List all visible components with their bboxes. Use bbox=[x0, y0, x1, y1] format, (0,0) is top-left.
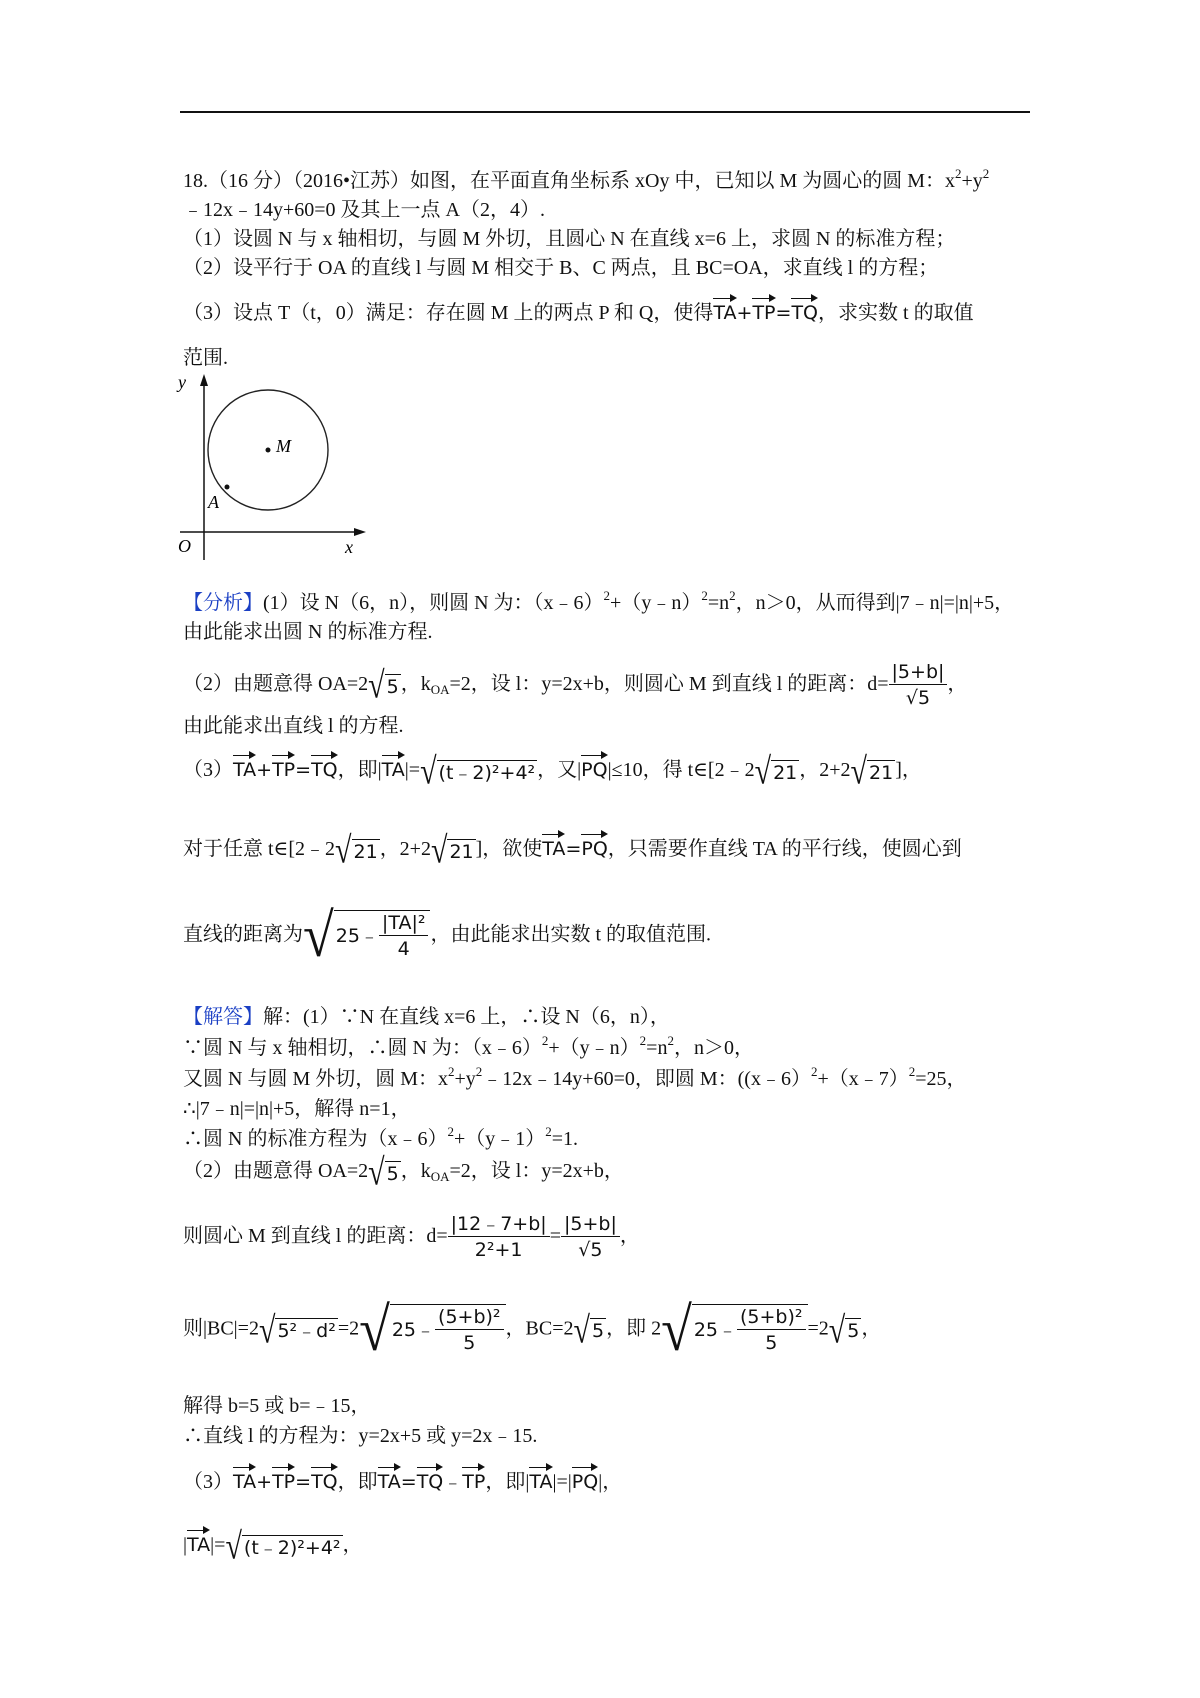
problem-line-range: 范围. bbox=[183, 347, 228, 369]
solution-line-1: 【解答】解：(1）∵N 在直线 x=6 上，∴设 N（6，n）， bbox=[183, 1006, 670, 1028]
solution-line-6: （2）由题意得 OA=2√ 5 ，$k_{OA}=2$，设 l：y=2x+b， bbox=[183, 1151, 624, 1194]
analysis-tag: 【分析】 bbox=[183, 592, 263, 614]
solution-line-12: |TA|=√ (t﹣2)²+4² ， bbox=[183, 1525, 363, 1568]
solution-line-9: 解得 b=5 或 b=﹣15， bbox=[183, 1395, 371, 1417]
solution-line-5: ∴圆 N 的标准方程为（x﹣6）$^2$+（y﹣1）$^2$=1. bbox=[183, 1124, 579, 1150]
origin-label: O bbox=[178, 536, 191, 556]
solution-line-3: 又圆 N 与圆 M 外切，圆 M：$x^2+y^2﹣12x﹣14y+60=0$，即圆 M：((x﹣6）$^2$+（x﹣7）$^2$=25， bbox=[183, 1064, 967, 1090]
analysis-line-1: 【分析】(1）设 N（6，n），则圆 N 为：$(x﹣6)^2+(y﹣n)^2=n^2$，n＞0，从而得到|7﹣n|=|n|+5， bbox=[183, 588, 1015, 614]
solution-line-4: ∴|7﹣n|=|n|+5，解得 n=1， bbox=[183, 1098, 411, 1120]
y-axis-label: y bbox=[178, 372, 186, 392]
analysis-line-4: 由此能求出直线 l 的方程. bbox=[183, 715, 404, 737]
center-m-label: M bbox=[276, 436, 291, 456]
solution-tag: 【解答】 bbox=[183, 1006, 263, 1028]
problem-part-1: （1）设圆 N 与 x 轴相切，与圆 M 外切，且圆心 N 在直线 x=6 上，求圆 N 的标准方程； bbox=[183, 228, 956, 250]
analysis-line-5: （3）TA+TP=TQ，即|TA|=√ (t﹣2)²+4² ，又|PQ|≤10，得 t∈[2﹣2√ 21 ，2+2√ 21 ]， bbox=[183, 750, 922, 793]
solution-line-8: 则|BC|=2√ 5²﹣d² =2√ 25﹣ $\frac{\text{(5+b)²}}{5}$ ，BC=2√ 5 ，即 2√ 25﹣ $\frac{\text{(5+b)²}}{5}$ =2√ 5 ， bbox=[183, 1295, 882, 1365]
problem-line-1: 18.（16 分）（2016•江苏）如图，在平面直角坐标系 xOy 中，已知以 M 为圆心的圆 M：$x^2+y^2$ bbox=[183, 166, 990, 192]
analysis-line-7: 直线的距离为√ 25﹣ $\frac{\text{|TA|²}}{4}$ ，由此能求出实数 t 的取值范围. bbox=[183, 901, 712, 971]
solution-line-2: ∵圆 N 与 x 轴相切，∴圆 N 为：$(x﹣6)^2+(y﹣n)^2=n^2$，n＞0， bbox=[183, 1033, 754, 1059]
x-axis-label: x bbox=[345, 537, 353, 557]
problem-part-3: （3）设点 T（t，0）满足：存在圆 M 上的两点 P 和 Q，使得TA+TP=TQ，求实数 t 的取值 bbox=[183, 302, 974, 324]
point-a-label: A bbox=[208, 492, 219, 512]
analysis-line-2: 由此能求出圆 N 的标准方程. bbox=[183, 621, 433, 643]
solution-line-11: （3）TA+TP=TQ，即TA=TQ﹣TP，即|TA|=|PQ|， bbox=[183, 1471, 623, 1493]
problem-line-2: ﹣12x﹣14y+60=0 及其上一点 A（2，4）. bbox=[183, 199, 546, 221]
x-axis bbox=[180, 528, 366, 536]
header-rule bbox=[180, 111, 1030, 113]
analysis-line-3: （2）由题意得 OA=2√ 5 ，$k_{OA}=2$，设 l：y=2x+b，则圆心 M 到直线 l 的距离：d= $\frac{|5+b|}{√5}$ ， bbox=[183, 661, 968, 709]
circle-figure bbox=[170, 370, 400, 570]
solution-line-10: ∴直线 l 的方程为：y=2x+5 或 y=2x﹣15. bbox=[183, 1425, 538, 1447]
point-a bbox=[225, 485, 230, 490]
center-m-point bbox=[266, 448, 271, 453]
solution-line-7: 则圆心 M 到直线 l 的距离：d= $\frac{|12﹣7+b|}{\text{2²+1}}$ = $\frac{|5+b|}{√5}$ ， bbox=[183, 1213, 640, 1261]
problem-part-2: （2）设平行于 OA 的直线 l 与圆 M 相交于 B、C 两点，且 BC=OA，求直线 l 的方程； bbox=[183, 257, 939, 279]
analysis-line-6: 对于任意 t∈[2﹣2√ 21 ，2+2√ 21 ]，欲使TA=PQ，只需要作直线 TA 的平行线，使圆心到 bbox=[183, 829, 962, 872]
